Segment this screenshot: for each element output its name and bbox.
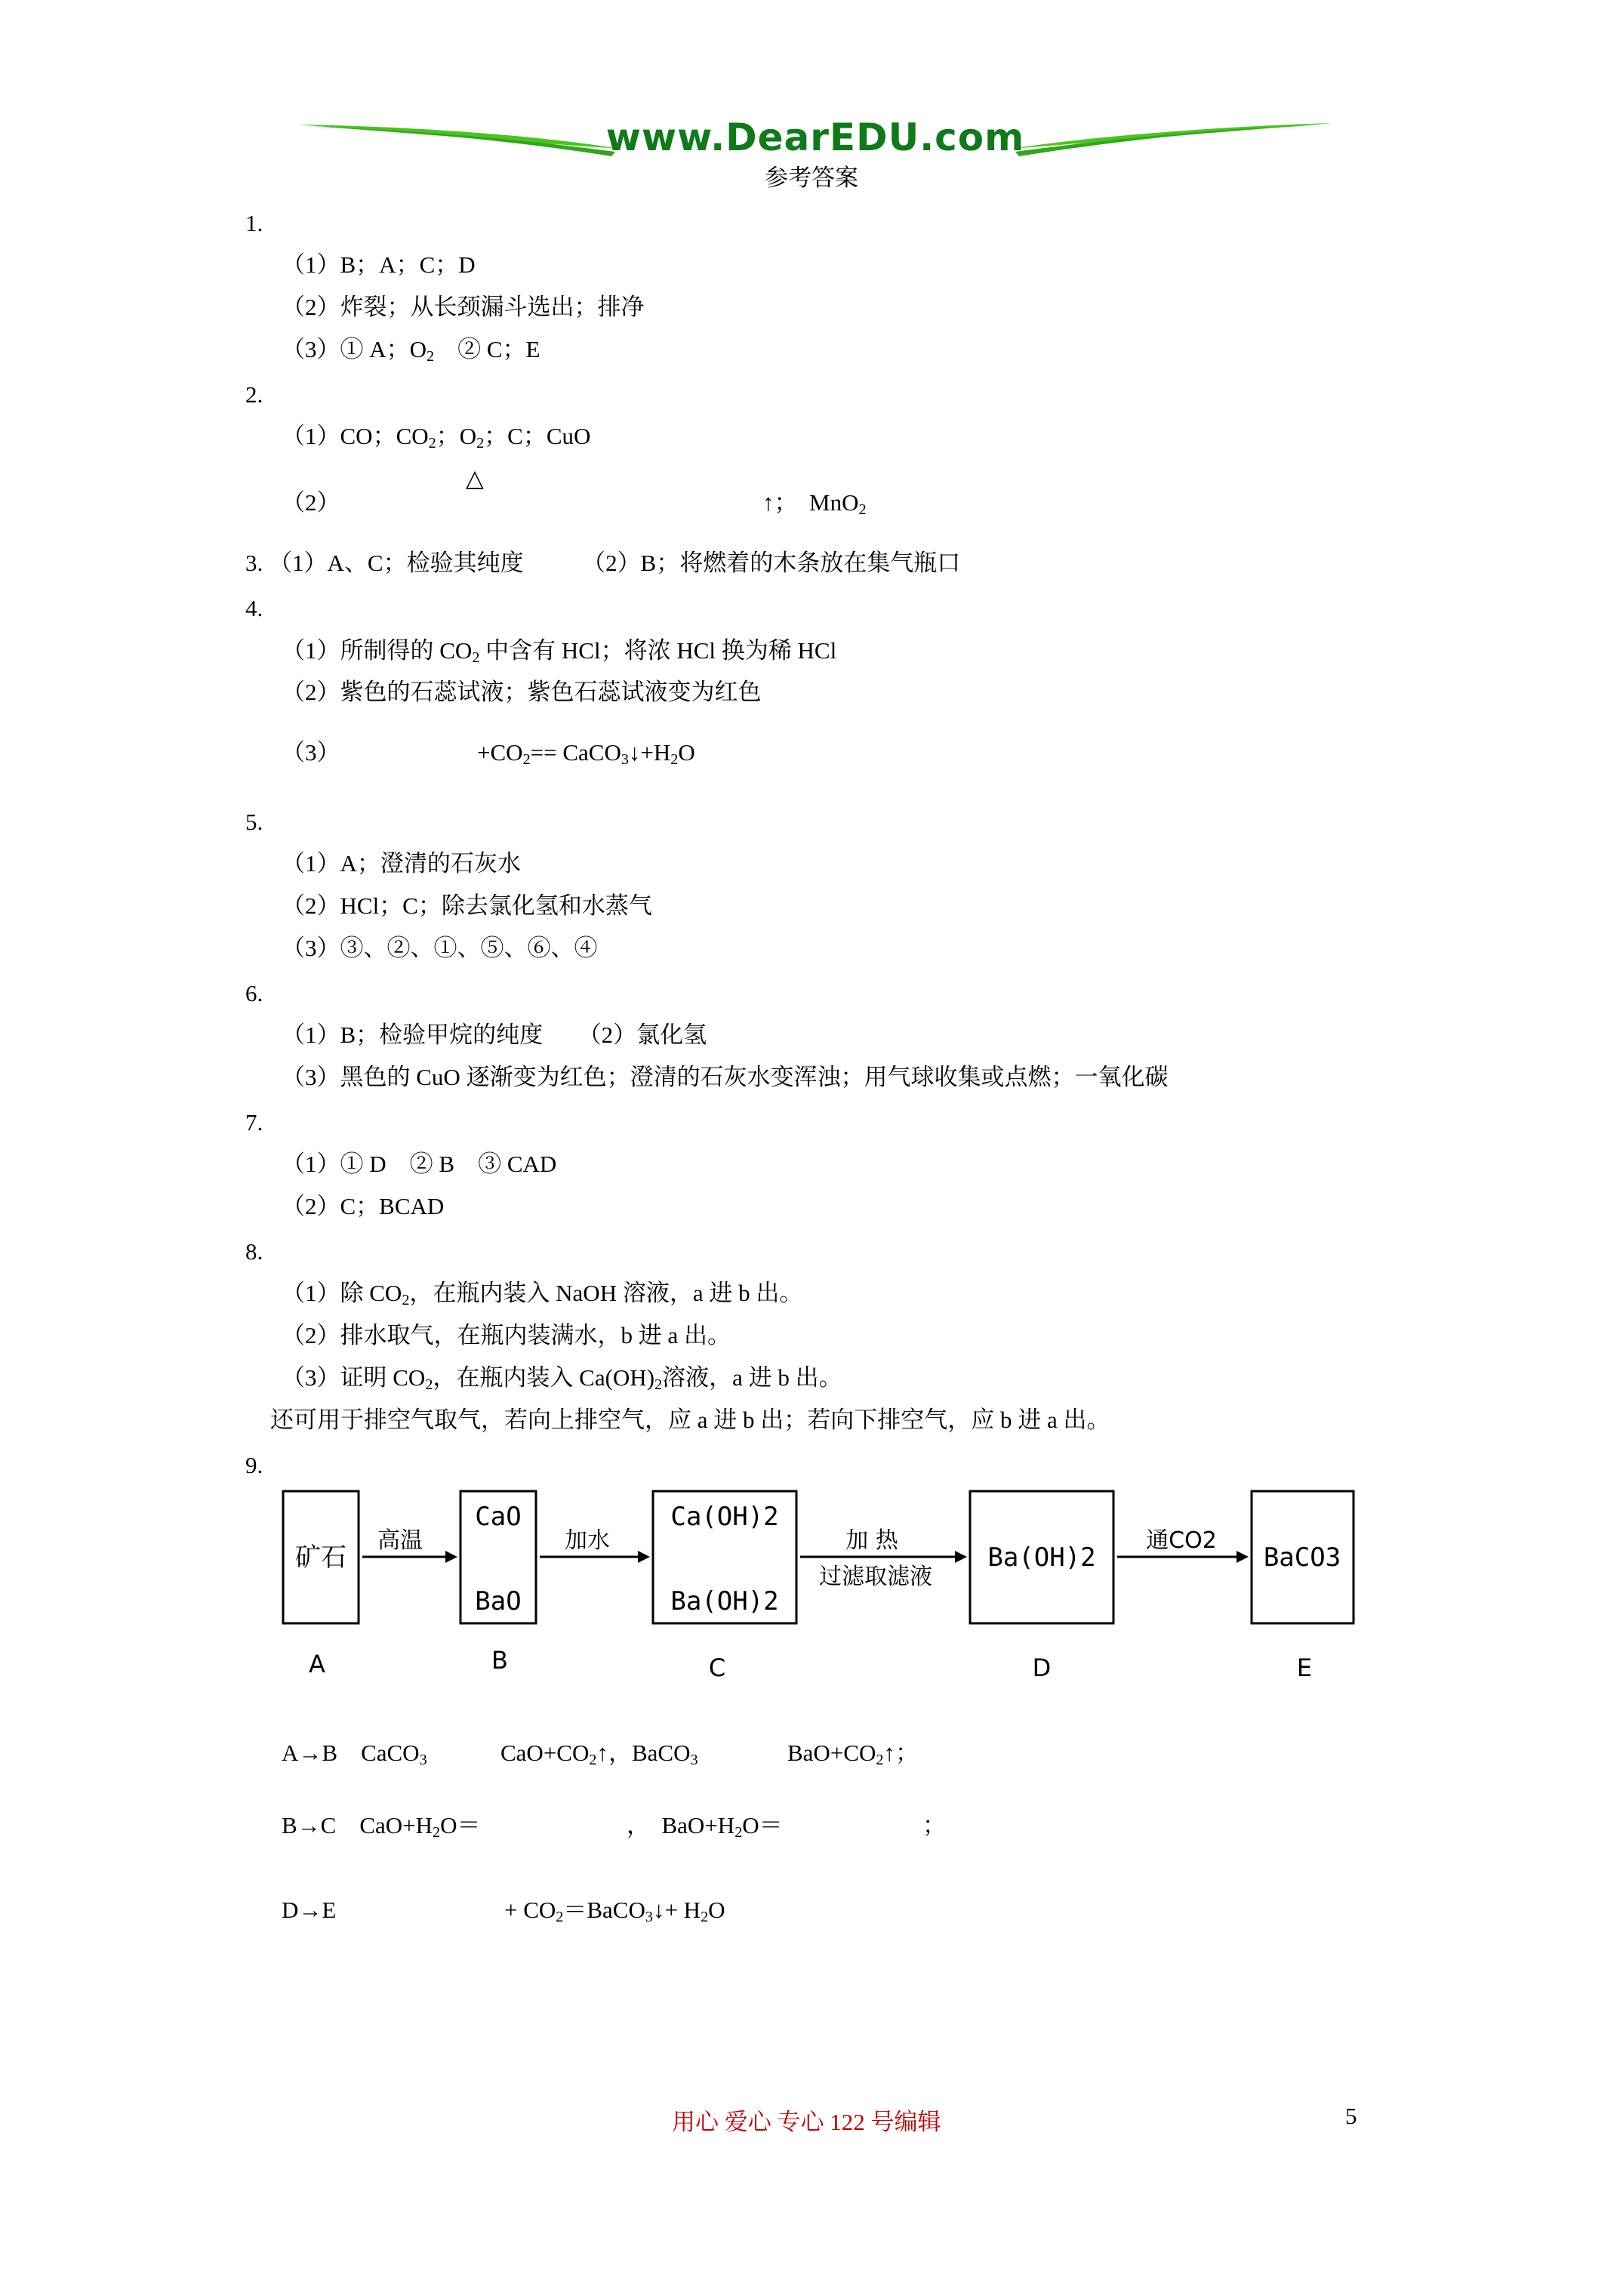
label-c: C	[708, 1653, 726, 1682]
q5-number: 5.	[245, 809, 263, 835]
label-d: D	[1032, 1653, 1052, 1682]
q7-line-2: （2）C；BCAD	[282, 1193, 445, 1219]
label-a: A	[309, 1650, 325, 1678]
q2-line-2-prefix: （2）	[282, 489, 340, 516]
box-b-bottom-text: BaO	[475, 1586, 522, 1616]
q9-eq-1-part-a: A→B CaCO$_3$	[282, 1740, 427, 1769]
q9-eq-1-part-b: $CaO+CO_2↑$，BaCO$_3$	[500, 1740, 698, 1769]
q4-equation: $+CO_2==$ $CaCO_3↓+H_2O$	[477, 739, 695, 769]
q7-number: 7.	[245, 1109, 263, 1136]
footer-text: 用心 爱心 专心 122 号编辑	[672, 2109, 941, 2135]
q5-line-3: （3）③、②、①、⑤、⑥、④	[282, 935, 598, 961]
q4-line-2: （2）紫色的石蕊试液；紫色石蕊试液变为红色	[282, 679, 762, 705]
q1-line-3: （3）① A；$O_2$ ② C；E	[282, 336, 540, 365]
site-banner	[294, 109, 1336, 166]
page-title: 参考答案	[765, 165, 858, 191]
box-a-text: 矿石	[295, 1542, 346, 1573]
q4-line-1: （1）所制得的 $CO_2$ 中含有 HCl；将浓 HCl 换为稀 HCl	[282, 637, 837, 667]
q1-line-1: （1）B；A；C；D	[282, 251, 476, 278]
q6-line-2: （3）黑色的 CuO 逐渐变为红色；澄清的石灰水变浑浊；用气球收集或点燃；一氧化碳	[282, 1064, 1169, 1090]
box-d-text: Ba(OH)2	[987, 1542, 1096, 1573]
q2-line-2: ↑； MnO$_2$	[762, 489, 867, 519]
q9-eq-3-prefix: D→E	[282, 1897, 337, 1923]
heat-triangle-symbol: △	[466, 465, 484, 492]
q8-line-4: 还可用于排空气取气，若向上排空气，应 a 进 b 出；若向下排空气，应 b 进 a 出。	[270, 1407, 1110, 1433]
arrow-label-add-water: 加水	[565, 1527, 610, 1554]
q9-eq-1-part-c: $BaO+CO_2↑$；	[787, 1740, 919, 1769]
q4-number: 4.	[245, 595, 263, 621]
label-b: B	[491, 1646, 508, 1675]
q9-eq-2-part-c: ；	[922, 1812, 946, 1838]
q1-line-2: （2）炸裂；从长颈漏斗选出；排净	[282, 294, 645, 320]
q5-line-1: （1）A；澄清的石灰水	[282, 850, 521, 877]
flow-diagram-svg	[272, 1472, 1374, 1691]
box-c-top-text: Ca(OH)2	[670, 1502, 779, 1532]
site-logo-text: www.DearEDU.com	[605, 116, 1025, 159]
q4-line-3-prefix: （3）	[282, 739, 340, 766]
box-e-text: BaCO3	[1263, 1542, 1341, 1573]
box-b-top-text: CaO	[475, 1502, 522, 1532]
q9-eq-2-part-b: ， $BaO+H_2O=$	[627, 1812, 783, 1841]
q2-number: 2.	[245, 381, 263, 408]
q3-line: 3. （1）A、C；检验其纯度 （2）B；将燃着的木条放在集气瓶口	[245, 550, 961, 576]
box-c-bottom-text: Ba(OH)2	[670, 1586, 779, 1616]
arrow-label-heat: 加 热	[845, 1527, 898, 1554]
arrow-label-filter: 过滤取滤液	[819, 1564, 932, 1590]
q8-number: 8.	[245, 1238, 263, 1265]
q5-line-2: （2）HCl；C；除去氯化氢和水蒸气	[282, 892, 652, 919]
q9-eq-3: + $CO_2=BaCO_3↓+ H_2O$	[504, 1897, 725, 1926]
q6-line-1: （1）B；检验甲烷的纯度 （2）氯化氢	[282, 1022, 707, 1048]
page-number: 5	[1345, 2103, 1357, 2129]
q8-line-3: （3）证明 $CO_2$，在瓶内装入 $Ca(OH)_2$溶液，a 进 b 出。	[282, 1364, 842, 1394]
arrow-label-high-temp: 高温	[377, 1527, 423, 1554]
q1-number: 1.	[245, 210, 263, 236]
q8-line-1: （1）除 $CO_2$，在瓶内装入 NaOH 溶液，a 进 b 出。	[282, 1280, 803, 1309]
q9-eq-2-part-a: B→C $CaO+H_2O=$	[282, 1812, 481, 1841]
label-e: E	[1296, 1653, 1313, 1682]
q9-number: 9.	[245, 1452, 263, 1478]
process-flow-diagram	[272, 1472, 1374, 1691]
q7-line-1: （1）① D ② B ③ CAD	[282, 1151, 557, 1177]
q8-line-2: （2）排水取气，在瓶内装满水，b 进 a 出。	[282, 1322, 731, 1348]
arrow-label-co2: 通CO2	[1146, 1527, 1217, 1554]
q2-line-1: （1）CO；$CO_2$；$O_2$；C；CuO	[282, 423, 591, 452]
q6-number: 6.	[245, 980, 263, 1006]
